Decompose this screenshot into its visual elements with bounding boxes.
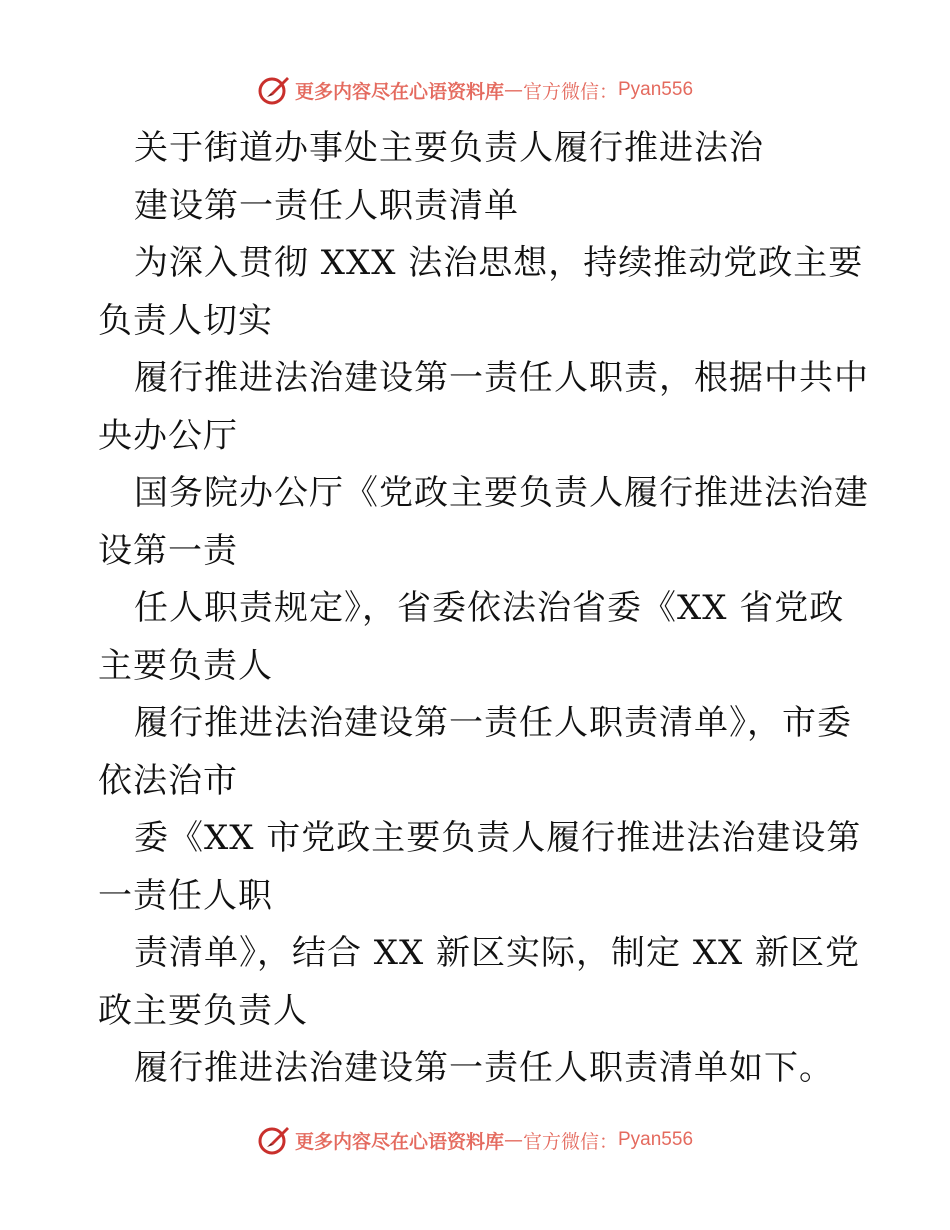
- document-line: 任人职责规定》，省委依法治省委《XX 省党政: [134, 588, 845, 628]
- pen-logo-icon: [257, 73, 291, 107]
- footer-watermark: [0, 1120, 950, 1160]
- document-line: 央办公厅: [98, 415, 238, 456]
- watermark-wechat-id: Pyan556: [618, 79, 694, 100]
- document-line: 设第一责: [98, 530, 238, 571]
- document-line: 建设第一责任人职责清单: [134, 185, 519, 226]
- document-line: 履行推进法治建设第一责任人职责，根据中共中: [134, 358, 869, 398]
- document-line: 依法治市: [98, 760, 238, 801]
- watermark-wechat-id: Pyan556: [618, 1129, 694, 1150]
- document-line: 政主要负责人: [98, 990, 308, 1031]
- document-line: 为深入贯彻 XXX 法治思想，持续推动党政主要: [134, 243, 864, 283]
- document-line: 国务院办公厅《党政主要负责人履行推进法治建: [134, 473, 869, 513]
- watermark-separator: —: [503, 1129, 523, 1151]
- watermark-label: 官方微信：: [522, 80, 618, 103]
- document-line: 负责人切实: [98, 300, 273, 341]
- watermark-label: 官方微信：: [522, 1130, 618, 1153]
- document-line: 责清单》，结合 XX 新区实际，制定 XX 新区党: [134, 933, 861, 973]
- document-line: 委《XX 市党政主要负责人履行推进法治建设第: [134, 818, 862, 858]
- pen-logo-icon: [257, 1123, 291, 1157]
- document-line: 主要负责人: [98, 645, 273, 686]
- document-line: 一责任人职: [98, 875, 273, 916]
- document-line: 履行推进法治建设第一责任人职责清单如下。: [134, 1048, 834, 1088]
- document-line: 关于街道办事处主要负责人履行推进法治: [134, 128, 764, 168]
- document-line: 履行推进法治建设第一责任人职责清单》，市委: [134, 703, 852, 743]
- watermark-text: 更多内容尽在心语资料库: [294, 1130, 504, 1153]
- watermark-separator: —: [503, 79, 523, 101]
- document-body: [0, 120, 950, 1098]
- header-watermark: [0, 70, 950, 110]
- watermark-text: 更多内容尽在心语资料库: [294, 80, 504, 103]
